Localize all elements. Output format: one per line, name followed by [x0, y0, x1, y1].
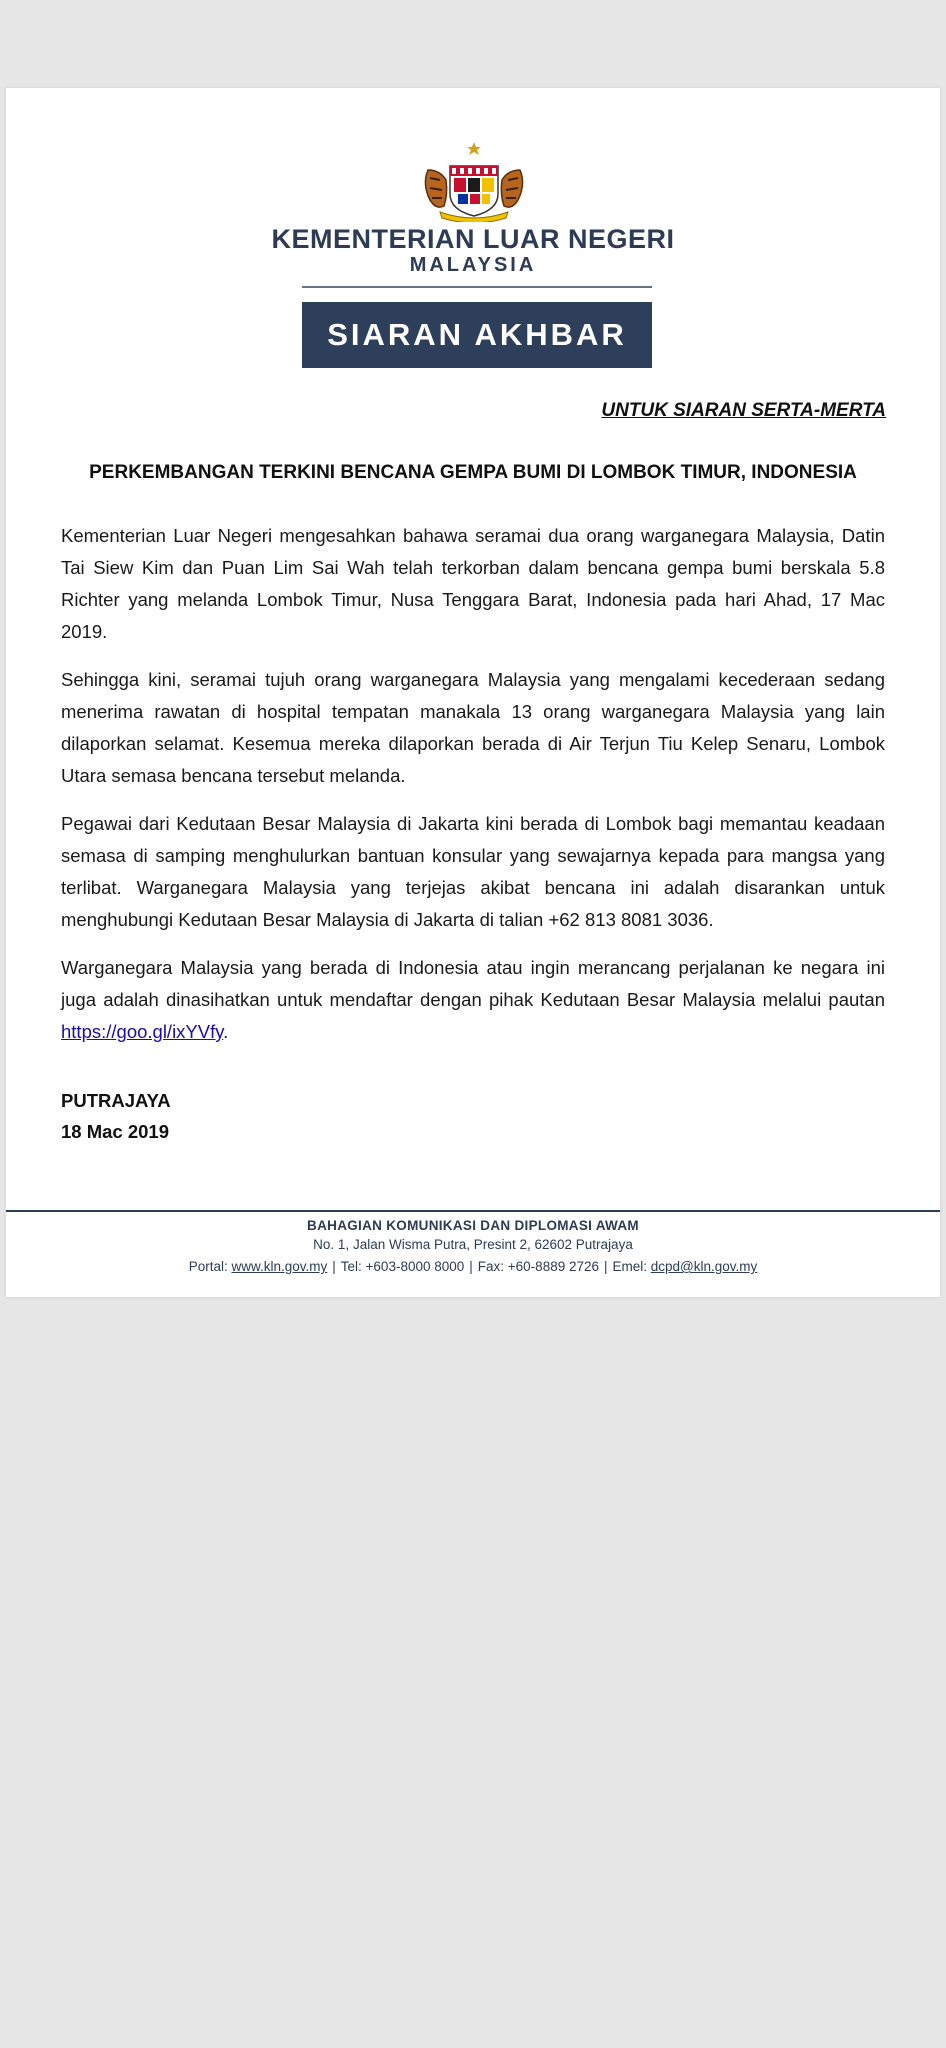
- registration-link[interactable]: https://goo.gl/ixYVfy: [61, 1021, 224, 1042]
- footer-contacts: [6, 1259, 940, 1274]
- paragraph-4-end: .: [223, 1021, 229, 1042]
- footer-division: BAHAGIAN KOMUNIKASI DAN DIPLOMASI AWAM: [307, 1218, 639, 1233]
- press-release-banner: SIARAN AKHBAR: [302, 302, 652, 368]
- paragraph-4: [61, 952, 885, 1048]
- paragraph-4-text: Warganegara Malaysia yang berada di Indonesia atau ingin merancang perjalanan ke negara ini juga adalah dinasihatkan untuk mendaftar dengan pihak Kedutaan Besar Malaysia melalui pautan: [61, 957, 885, 1010]
- portal-label: Portal:: [188, 1259, 232, 1274]
- email-link[interactable]: dcpd@kln.gov.my: [650, 1259, 758, 1274]
- contact-separator: |: [332, 1259, 336, 1274]
- press-release-page: [6, 88, 940, 1297]
- release-tag: UNTUK SIARAN SERTA-MERTA: [601, 400, 886, 421]
- ministry-country: MALAYSIA: [409, 254, 537, 276]
- contact-separator: |: [604, 1259, 608, 1274]
- email-label: Emel:: [612, 1259, 651, 1274]
- footer-fax: Fax: +60-8889 2726: [477, 1259, 599, 1274]
- malaysia-coat-of-arms-icon: [418, 140, 530, 222]
- paragraph-1: Kementerian Luar Negeri mengesahkan bahawa seramai dua orang warganegara Malaysia, Datin Tai Siew Kim dan Puan Lim Sai Wah telah terkorban dalam bencana gempa bumi berskala 5.8 Richter yang melanda Lombok Timur, Nusa Tenggara Barat, Indonesia pada hari Ahad, 17 Mac 2019.: [61, 525, 885, 642]
- letterhead-divider: [302, 286, 652, 288]
- press-release-headline: PERKEMBANGAN TERKINI BENCANA GEMPA BUMI DI LOMBOK TIMUR, INDONESIA: [89, 462, 857, 483]
- contact-separator: |: [469, 1259, 473, 1274]
- footer-divider: [6, 1210, 940, 1212]
- signoff-place: PUTRAJAYA: [61, 1090, 171, 1111]
- footer-tel: Tel: +603-8000 8000: [340, 1259, 465, 1274]
- signoff-date: 18 Mac 2019: [61, 1121, 170, 1142]
- press-release-body: [61, 520, 885, 1064]
- paragraph-3: Pegawai dari Kedutaan Besar Malaysia di Jakarta kini berada di Lombok bagi memantau keadaan semasa di samping menghulurkan bantuan konsular yang sewajarnya kepada para mangsa yang terlibat. Warganegara Malaysia yang terjejas akibat bencana ini adalah disarankan untuk menghubungi Kedutaan Besar Malaysia di Jakarta di talian +62 813 8081 3036.: [61, 813, 885, 930]
- footer-address: No. 1, Jalan Wisma Putra, Presint 2, 62602 Putrajaya: [313, 1237, 633, 1252]
- portal-link[interactable]: www.kln.gov.my: [231, 1259, 328, 1274]
- ministry-name: KEMENTERIAN LUAR NEGERI: [271, 224, 675, 254]
- paragraph-2: Sehingga kini, seramai tujuh orang warganegara Malaysia yang mengalami kecederaan sedang menerima rawatan di hospital tempatan manakala 13 orang warganegara Malaysia yang lain dilaporkan selamat. Kesemua mereka dilaporkan berada di Air Terjun Tiu Kelep Senaru, Lombok Utara semasa bencana tersebut melanda.: [61, 669, 885, 786]
